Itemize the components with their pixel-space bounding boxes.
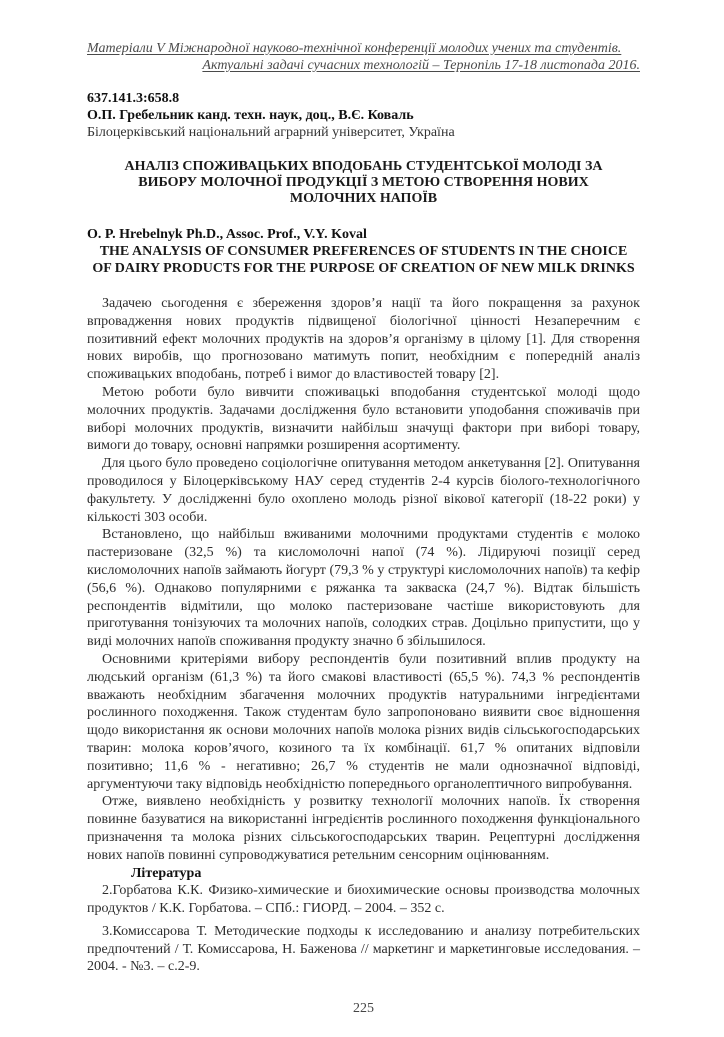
body-text xyxy=(87,295,640,976)
paragraph: Задачею сьогодення є збереження здоров’я нації та його покращення за рахунок впровадження нових продуктів підвищеної біологічної цінності Незаперечним є позитивний ефект молочних продуктів на здоров’я організму в цілому [1]. Для створення нових виробів, що прогнозовано матимуть попит, необхідним є попередній аналіз споживацьких вподобань, потреб і вимог до властивостей товару [2]. xyxy=(87,296,640,383)
authors-english: O. P. Hrebelnyk Ph.D., Assoc. Prof., V.Y. Koval xyxy=(87,227,367,242)
authors-ukrainian: О.П. Гребельник канд. техн. наук, доц., В.Є. Коваль xyxy=(87,108,414,123)
reference-item: 3.Комиссарова Т. Методические подходы к исследованию и анализу потребительских предпочтений / Т. Комиссарова, Н. Баженова // маркетинг и маркетинговые исследования. – 2004. - №3. – с.2-9. xyxy=(87,923,640,975)
title-ukrainian: АНАЛІЗ СПОЖИВАЦЬКИХ ВПОДОБАНЬ СТУДЕНТСЬКОЇ МОЛОДІ ЗА ВИБОРУ МОЛОЧНОЇ ПРОДУКЦІЇ З МЕТОЮ СТВОРЕННЯ НОВИХ МОЛОЧНИХ НАПОЇВ xyxy=(124,159,603,206)
udc-code: 637.141.3:658.8 xyxy=(87,91,180,106)
title-english: THE ANALYSIS OF CONSUMER PREFERENCES OF STUDENTS IN THE CHOICE OF DAIRY PRODUCTS FOR THE PURPOSE OF CREATION OF NEW MILK DRINKS xyxy=(92,244,635,276)
running-head-line-2: Актуальні задачі сучасних технологій – Тернопіль 17-18 листопада 2016. xyxy=(202,58,640,73)
paragraph: Основними критеріями вибору респондентів були позитивний вплив продукту на людський організм (61,3 %) та його смакові властивості (65,5 %). 74,3 % респондентів вважають необхідним збагачення молочних продуктів натуральними інгредієнтами рослинного походження. Також студентам було запропоновано виявити своє відношення щодо використання як основи молочних напоїв молока різних видів сільськогосподарських тварин: молока коров’ячого, козиного та їх комбінації. 61,7 % опитаних відповіли позитивно; 11,6 % - негативно; 26,7 % студентів не мали однозначної відповіді, аргументуючи таку відповідь необхідністю попереднього органолептичного випробування. xyxy=(87,651,640,792)
document-page xyxy=(87,0,640,1037)
paragraph: Встановлено, що найбільш вживаними молочними продуктами студентів є молоко пастеризоване (32,5 %) та кисломолочні напої (74 %). Лідируючі позиції серед кисломолочних напоїв займають йогурт (79,3 % у структурі кисломолочних напоїв) та кефір (56,6 %). Однаково популярними є ряжанка та закваска (24,7 %). Відтак більшість респондентів відмітили, що молоко пастеризоване частіше використовують для приготування тонізуючих та молочних напоїв, солодких страв. Доцільно припустити, що у виді молочних напоїв споживання продукту значно б збільшилося. xyxy=(87,527,640,650)
paragraph: Для цього було проведено соціологічне опитування методом анкетування [2]. Опитування проводилося у Білоцерківському НАУ серед студентів 2-4 курсів біолого-технологічного факультету. У дослідженні було охоплено молодь різної вікової категорії (18-22 роки) у кількості 303 особи. xyxy=(87,456,640,525)
paragraph: Метою роботи було вивчити споживацькі вподобання студентської молоді щодо молочних продуктів. Задачами дослідження було встановити уподобання споживачів при виборі молочних продуктів, визначити найбільш значущі фактори при виборі товару, вимоги до товару, основні напрямки розширення асортименту. xyxy=(87,384,640,454)
paragraph: Отже, виявлено необхідність у розвитку технології молочних напоїв. Їх створення повинне базуватися на використанні інгредієнтів рослинного походження функціонального призначення та молока різних сільськогосподарських тварин. Рецептурні дослідження нових напоїв повинні супроводжуватися ретельним сенсорним оцінюванням. xyxy=(87,794,640,863)
page-number: 225 xyxy=(353,1001,374,1017)
running-head-line-1: Матеріали V Міжнародної науково-технічної конференції молодих учених та студентів. xyxy=(87,41,622,56)
affiliation: Білоцерківський національний аграрний університет, Україна xyxy=(87,125,455,140)
reference-item: 2.Горбатова К.К. Физико-химические и биохимические основы производства молочных продуктов / К.К. Горбатова. – СПб.: ГИОРД. – 2004. – 352 с. xyxy=(87,883,640,917)
references-heading: Література xyxy=(131,865,202,881)
running-head xyxy=(87,40,640,74)
